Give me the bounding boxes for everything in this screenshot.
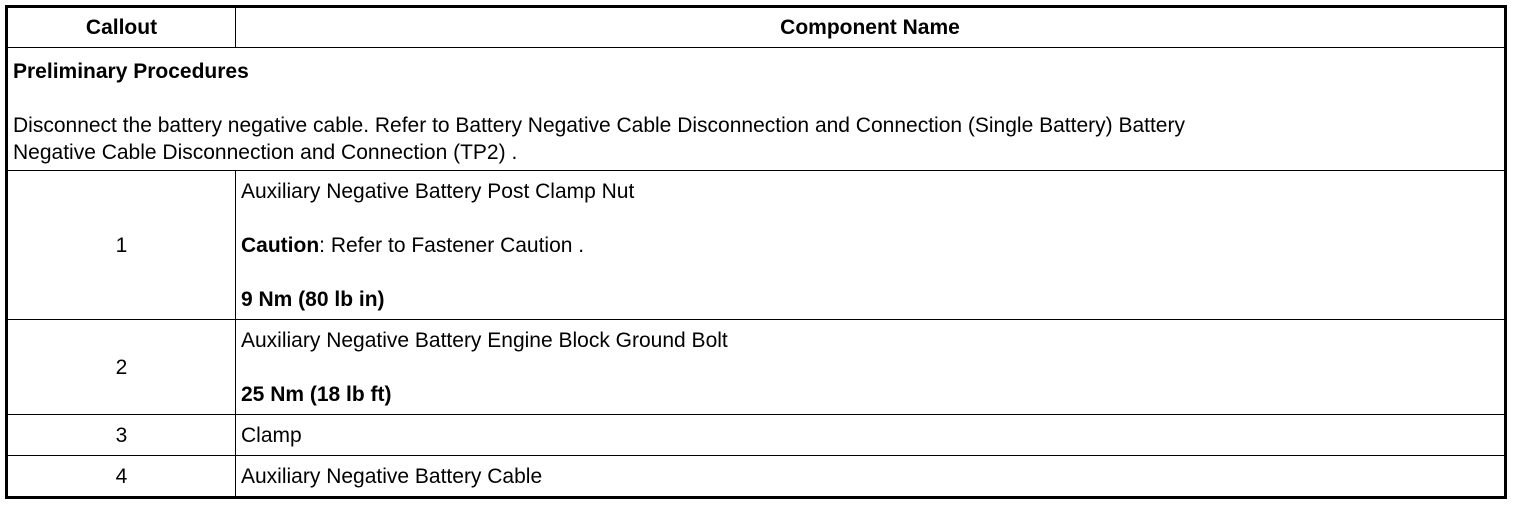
torque-spec: 9 Nm (80 lb in) <box>241 287 385 311</box>
caution-text: : Refer to Fastener Caution . <box>319 233 585 257</box>
header-component-name: Component Name <box>236 7 1506 48</box>
preliminary-procedures-cell <box>7 48 1506 171</box>
torque-spec: 25 Nm (18 lb ft) <box>241 382 392 406</box>
component-cell <box>236 415 1506 456</box>
caution-label: Caution <box>241 233 320 257</box>
callout-cell: 3 <box>7 415 236 456</box>
caution-note <box>241 232 1499 259</box>
table-row <box>7 320 1506 415</box>
preliminary-title: Preliminary Procedures <box>13 60 249 83</box>
component-name: Auxiliary Negative Battery Cable <box>241 464 543 488</box>
preliminary-text-line-2: Negative Cable Disconnection and Connection (TP2) . <box>13 141 518 164</box>
preliminary-procedures-row <box>7 48 1506 171</box>
table-row <box>7 415 1506 456</box>
table-row <box>7 456 1506 498</box>
callout-cell: 2 <box>7 320 236 415</box>
component-cell <box>236 171 1506 320</box>
component-name: Clamp <box>241 423 302 447</box>
preliminary-text-line-1: Disconnect the battery negative cable. Refer to Battery Negative Cable Disconnection and Connection (Single Battery) Battery <box>13 114 1185 137</box>
header-callout: Callout <box>7 7 236 48</box>
table-header-row <box>7 7 1506 48</box>
component-table <box>5 5 1507 499</box>
component-cell <box>236 456 1506 498</box>
component-name: Auxiliary Negative Battery Engine Block Ground Bolt <box>241 328 728 352</box>
component-name: Auxiliary Negative Battery Post Clamp Nut <box>241 179 635 203</box>
table-row <box>7 171 1506 320</box>
callout-cell: 1 <box>7 171 236 320</box>
callout-cell: 4 <box>7 456 236 498</box>
component-cell <box>236 320 1506 415</box>
